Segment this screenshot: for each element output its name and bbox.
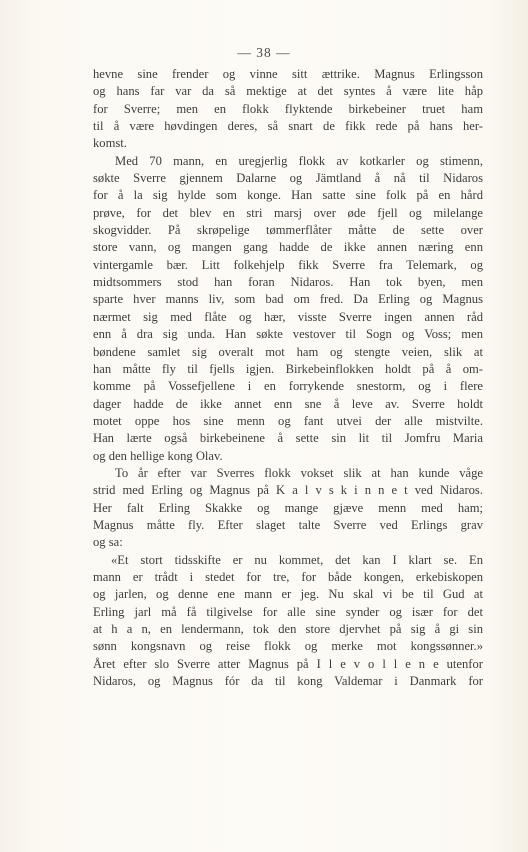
page-number: — 38 — [237,45,291,60]
text-line: bøndene samlet sig overalt mot ham og stengte veien, slik at [93,344,483,359]
paragraph-2 [93,153,483,465]
text-line: mann er trådt i stedet for tre, for både kongen, erkebiskopen [93,569,483,584]
text-line: Nidaros, og Magnus fór da til kong Valdemar i Danmark for [93,674,483,689]
text-line: «Et stort tidsskifte er nu kommet, det kan I klart se. En [111,552,483,567]
text-line: nærmet sig med flåte og hær, visste Sverre ingen annen råd [93,309,483,324]
text-line: To år efter var Sverres flokk vokset slik at han kunde våge [115,465,483,480]
text-line: komme på Vossefjellene i en forrykende snestorm, og i flere [93,379,483,394]
text-line: Erling jarl må få tilgivelse for alle sine synder og især for det [93,604,483,619]
text-line: motet oppe hos sine menn og fant utvei der alle mistvilte. [93,413,483,428]
text-line: for Sverre; men en flokk flyktende birkebeiner truet ham [93,101,483,116]
text-line: dager hadde de ikke annet enn sne å leve av. Sverre holdt [93,396,483,411]
text-line: komst. [93,136,127,151]
paragraph-1 [93,66,483,153]
text-line: store vann, og mangen gang hadde de ikke annen næring enn [93,240,483,255]
text-line: Med 70 mann, en uregjerlig flokk av kotkarler og stimenn, [115,153,483,168]
text-line: Året efter slo Sverre atter Magnus på I l e v o l l e n e utenfor [93,656,483,671]
text-line: sparte hver manns liv, som bad om fred. Da Erling og Magnus [93,292,483,307]
text-line: og hans far var da så mektige at det syntes å være lite håp [93,84,483,99]
text-line: vintergamle bær. Litt folkehjelp fikk Sverre fra Telemark, og [93,257,483,272]
body-text [93,66,483,690]
paragraph-4 [93,552,483,691]
text-line: strid med Erling og Magnus på K a l v s k i n n e t ved Nidaros. [93,483,483,498]
paragraph-3 [93,465,483,552]
text-line: prøve, for det blev en stri marsj over øde fjell og milelange [93,205,483,220]
text-line: og den hellige kong Olav. [93,448,223,463]
text-line: og sa: [93,535,123,550]
text-line: han måtte fly til fjells igjen. Birkebeinflokken holdt på å om- [93,361,483,376]
text-line: skogvidder. På skrøpelige tømmerflåter måtte de sette over [93,223,483,238]
text-line: for å la sig hylde som konge. Han satte sine folk på en hård [93,188,483,203]
text-line: til å være høvdingen deres, så snart de fikk rede på hans her- [93,119,483,134]
text-line: Her falt Erling Skakke og mange gjæve menn med ham; [93,500,483,515]
text-line: søkte Sverre gjennem Dalarne og Jämtland å nå til Nidaros [93,171,483,186]
text-line: enn å dra sig unda. Han søkte vestover til Sogn og Voss; men [93,327,483,342]
text-line: at h a n, en lendermann, tok den store djervhet på sig å gi sin [93,622,483,636]
text-line: sønn kongsnavn og reise flokk og merke mot kongssønner.» [93,639,483,654]
text-line: hevne sine frender og vinne sitt ættrike. Magnus Erlingsson [93,67,483,81]
text-line: og jarlen, og denne ene mann er jeg. Nu skal vi be til Gud at [93,587,483,602]
text-line: midtsommers stod han foran Nidaros. Han tok byen, men [93,275,483,290]
text-line: Magnus måtte fly. Efter slaget talte Sverre ved Erlings grav [93,517,483,532]
text-line: Han lærte også birkebeinene å sette sin lit til Jomfru Maria [93,431,483,446]
